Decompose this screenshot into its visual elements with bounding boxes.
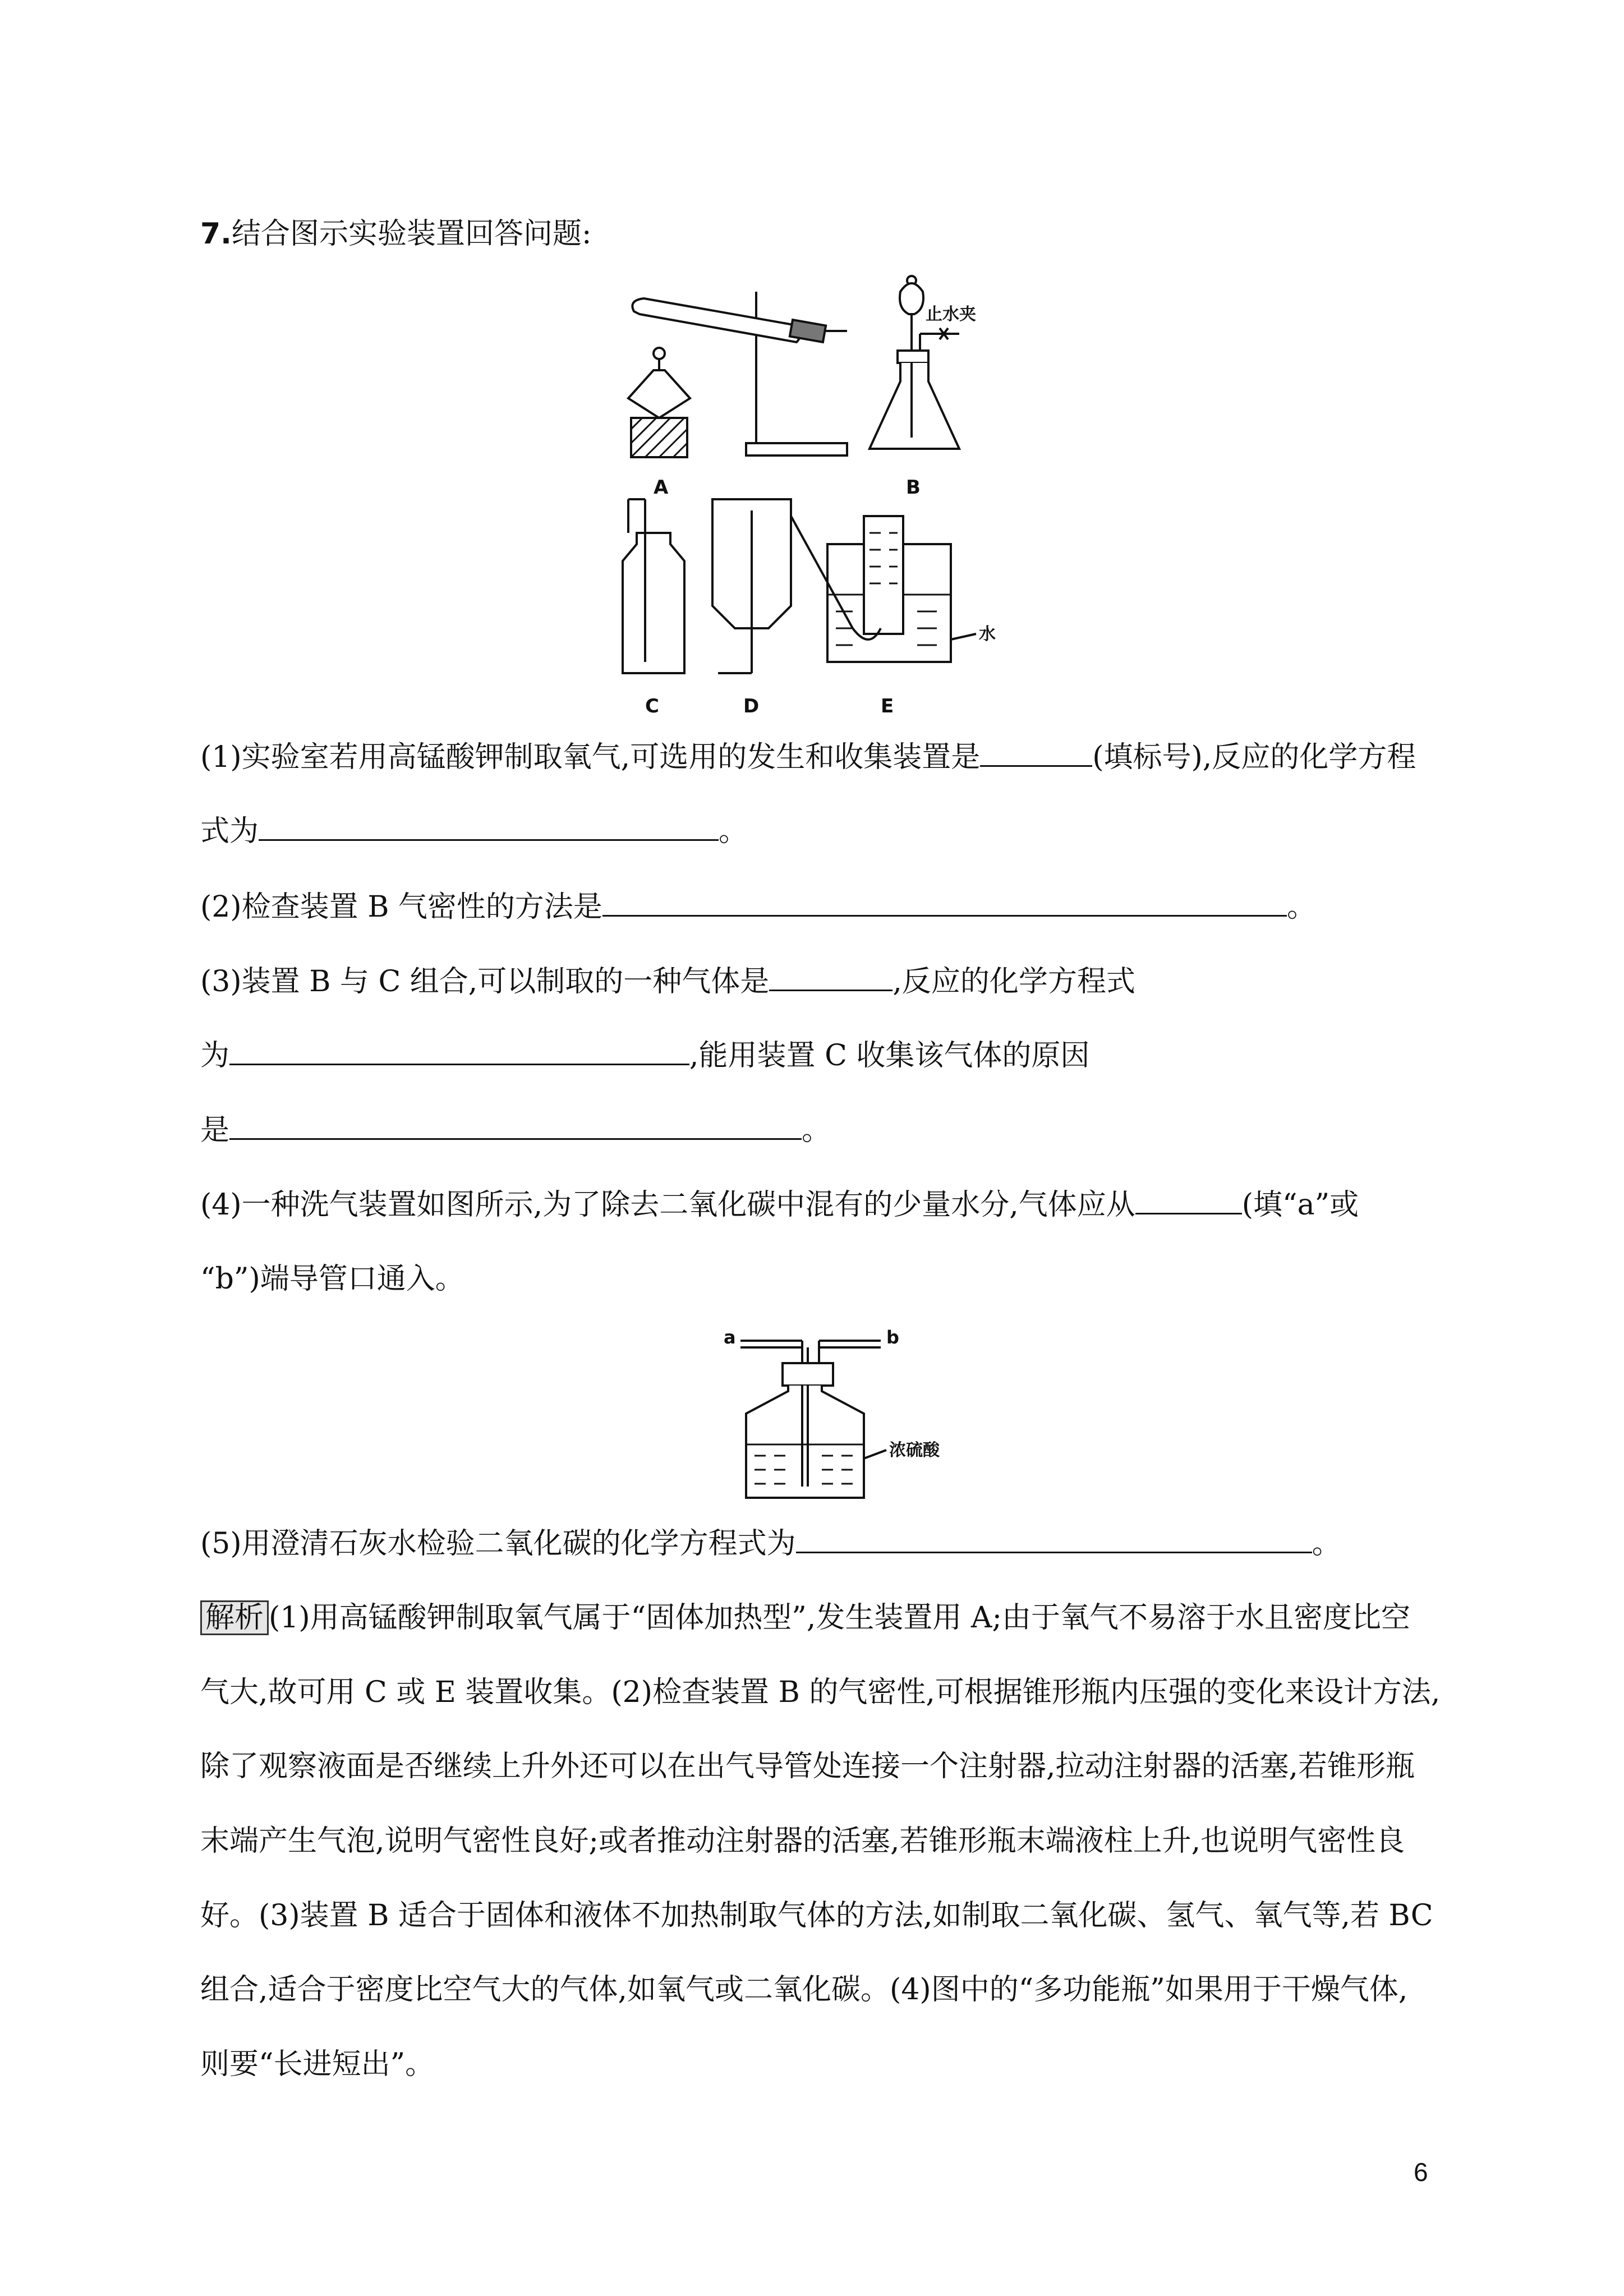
answer-blank-1a[interactable]	[980, 740, 1092, 767]
apparatus-b	[869, 276, 959, 449]
part1-text-b: (填标号),反应的化学方程	[1092, 740, 1416, 774]
analysis-text-5: 好。(3)装置 B 适合于固体和液体不加热制取气体的方法,如制取二氧化碳、氢气、氧气等,若 BC	[200, 1899, 1433, 1932]
gas-washing-bottle-figure	[724, 1318, 959, 1503]
analysis-line-7	[200, 2046, 434, 2082]
part2-end: 。	[1286, 890, 1316, 924]
part4-text-a: (4)一种洗气装置如图所示,为了除去二氧化碳中混有的少量水分,气体应从	[200, 1188, 1135, 1222]
part3-text-e: 是	[200, 1114, 230, 1147]
apparatus-figure	[606, 269, 1032, 724]
label-d: D	[743, 695, 760, 717]
question-stem	[200, 216, 591, 252]
question-stem-text: 结合图示实验装置回答问题:	[231, 217, 592, 251]
port-b-label: b	[886, 1327, 899, 1348]
answer-blank-4[interactable]	[1135, 1188, 1242, 1214]
analysis-text-4: 末端产生气泡,说明气密性良好;或者推动注射器的活塞,若锥形瓶末端液柱上升,也说明气密性良	[200, 1824, 1405, 1858]
apparatus-c	[623, 499, 684, 673]
part3-line1	[200, 964, 1135, 1000]
label-b: B	[906, 476, 921, 499]
analysis-text-7: 则要“长进短出”。	[200, 2047, 435, 2081]
part3-text-a: (3)装置 B 与 C 组合,可以制取的一种气体是	[200, 965, 770, 999]
part3-text-b: ,反应的化学方程式	[892, 965, 1135, 999]
answer-blank-3a[interactable]	[769, 965, 892, 991]
analysis-line-5	[200, 1898, 1433, 1934]
answer-blank-1b[interactable]	[259, 815, 719, 841]
question-number: 7.	[200, 217, 232, 251]
part4-line2	[200, 1261, 464, 1297]
apparatus-e	[791, 516, 976, 662]
analysis-text-3: 除了观察液面是否继续上升外还可以在出气导管处连接一个注射器,拉动注射器的活塞,若锥形瓶	[200, 1750, 1415, 1783]
page-number: 6	[1414, 2157, 1428, 2187]
part3-text-c: 为	[200, 1039, 230, 1073]
part1-end: 。	[719, 815, 748, 848]
part1-line1	[200, 739, 1416, 775]
part1-text-a: (1)实验室若用高锰酸钾制取氧气,可选用的发生和收集装置是	[200, 740, 981, 774]
part1-text-c: 式为	[200, 815, 259, 848]
label-a: A	[654, 476, 669, 499]
analysis-text-1: (1)用高锰酸钾制取氧气属于“固体加热型”,发生装置用 A;由于氧气不易溶于水且密度比空	[269, 1601, 1410, 1635]
part2-text-a: (2)检查装置 B 气密性的方法是	[200, 890, 602, 924]
apparatus-d	[712, 499, 791, 673]
answer-blank-3b[interactable]	[229, 1039, 689, 1065]
clamp-label: 止水夹	[926, 305, 976, 324]
analysis-line-4	[200, 1823, 1405, 1859]
part4-text-b: (填“a”或	[1241, 1188, 1359, 1222]
analysis-line-3	[200, 1749, 1415, 1784]
water-label: 水	[979, 624, 996, 644]
part4-text-c: “b”)端导管口通入。	[200, 1262, 464, 1296]
analysis-line-2	[200, 1674, 1440, 1710]
analysis-tag: 解析	[200, 1600, 269, 1635]
label-e: E	[881, 695, 894, 717]
part1-line2	[200, 813, 748, 849]
answer-blank-3c[interactable]	[229, 1114, 802, 1140]
part3-end: 。	[802, 1114, 831, 1147]
part5-text-a: (5)用澄清石灰水检验二氧化碳的化学方程式为	[200, 1527, 796, 1561]
answer-blank-5[interactable]	[796, 1527, 1312, 1553]
part5-line1	[200, 1526, 1341, 1562]
liquid-label: 浓硫酸	[889, 1441, 940, 1460]
apparatus-a	[628, 292, 847, 457]
label-c: C	[645, 695, 659, 717]
analysis-text-2: 气大,故可用 C 或 E 装置收集。(2)检查装置 B 的气密性,可根据锥形瓶内压强的变化来设计方法,	[200, 1676, 1441, 1709]
part2-line1	[200, 889, 1316, 925]
port-a-label: a	[724, 1327, 736, 1348]
answer-blank-2[interactable]	[602, 890, 1287, 917]
analysis-line-6	[200, 1972, 1407, 2008]
part5-end: 。	[1312, 1527, 1341, 1561]
part4-line1	[200, 1187, 1359, 1223]
part3-line3	[200, 1112, 831, 1148]
part3-text-d: ,能用装置 C 收集该气体的原因	[689, 1039, 1090, 1073]
analysis-text-6: 组合,适合于密度比空气大的气体,如氧气或二氧化碳。(4)图中的“多功能瓶”如果用于干燥气体,	[200, 1973, 1408, 2007]
part3-line2	[200, 1038, 1089, 1074]
analysis-line-1	[200, 1600, 1410, 1636]
